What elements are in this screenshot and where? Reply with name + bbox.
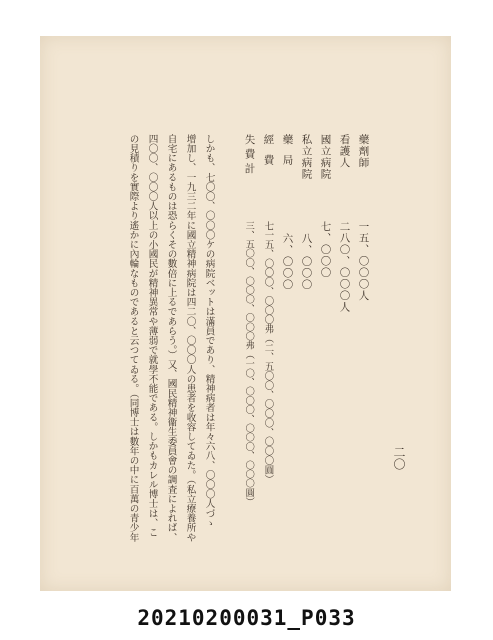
table-label: 失費計 [243,134,256,178]
body-line: しかも、七〇〇、〇〇〇ケの病院ベットは滿員であり、精神病者は年々六八、〇〇〇人づゝ [203,134,215,528]
table-label: 私立病院 [300,134,313,180]
table-label: 藥劑師 [357,134,370,169]
table-value: 七一五、〇〇〇、〇〇〇弗（二、五〇〇、〇〇〇、〇〇〇圓） [262,221,274,484]
table-value: 七、〇〇〇 [319,221,332,279]
table-value: 一五、〇〇〇人 [357,221,370,302]
page-number: 二〇 [392,446,406,470]
body-line: 自宅にあるものは恐らくその數倍に上るであらう。）又、國民精神衞生委員會の調査によれば、 [165,134,177,542]
table-label: 經費 [262,134,275,175]
table-label: 看護人 [338,134,351,169]
body-line: 增加し、一九三二年に國立精神病院は四二〇、〇〇〇人の患者を收容してゐた。（私立療養所や [184,134,196,542]
table-value: 三、五〇〇、〇〇〇、〇〇〇弗（一〇、〇〇〇、〇〇〇、〇〇〇圓） [243,221,255,507]
table-value: 二八〇、〇〇〇人 [338,221,351,313]
archive-id-caption: 20210200031_P033 [137,606,356,630]
table-label: 國立病院 [319,134,332,180]
table-value: 六、〇〇〇 [281,233,294,291]
document-page [40,36,451,591]
table-value: 八、〇〇〇 [300,233,313,291]
body-line: 四〇〇、〇〇〇人以上の小國民が精神異常や薄弱で就學不能である。しかもカレル博士は、こ [146,134,158,538]
table-label: 藥局 [281,134,294,175]
body-line: の見積りを實際より遙かに內輪なものであると云つてゐる。（同博士は數年の中に百萬の青少年 [127,134,139,542]
